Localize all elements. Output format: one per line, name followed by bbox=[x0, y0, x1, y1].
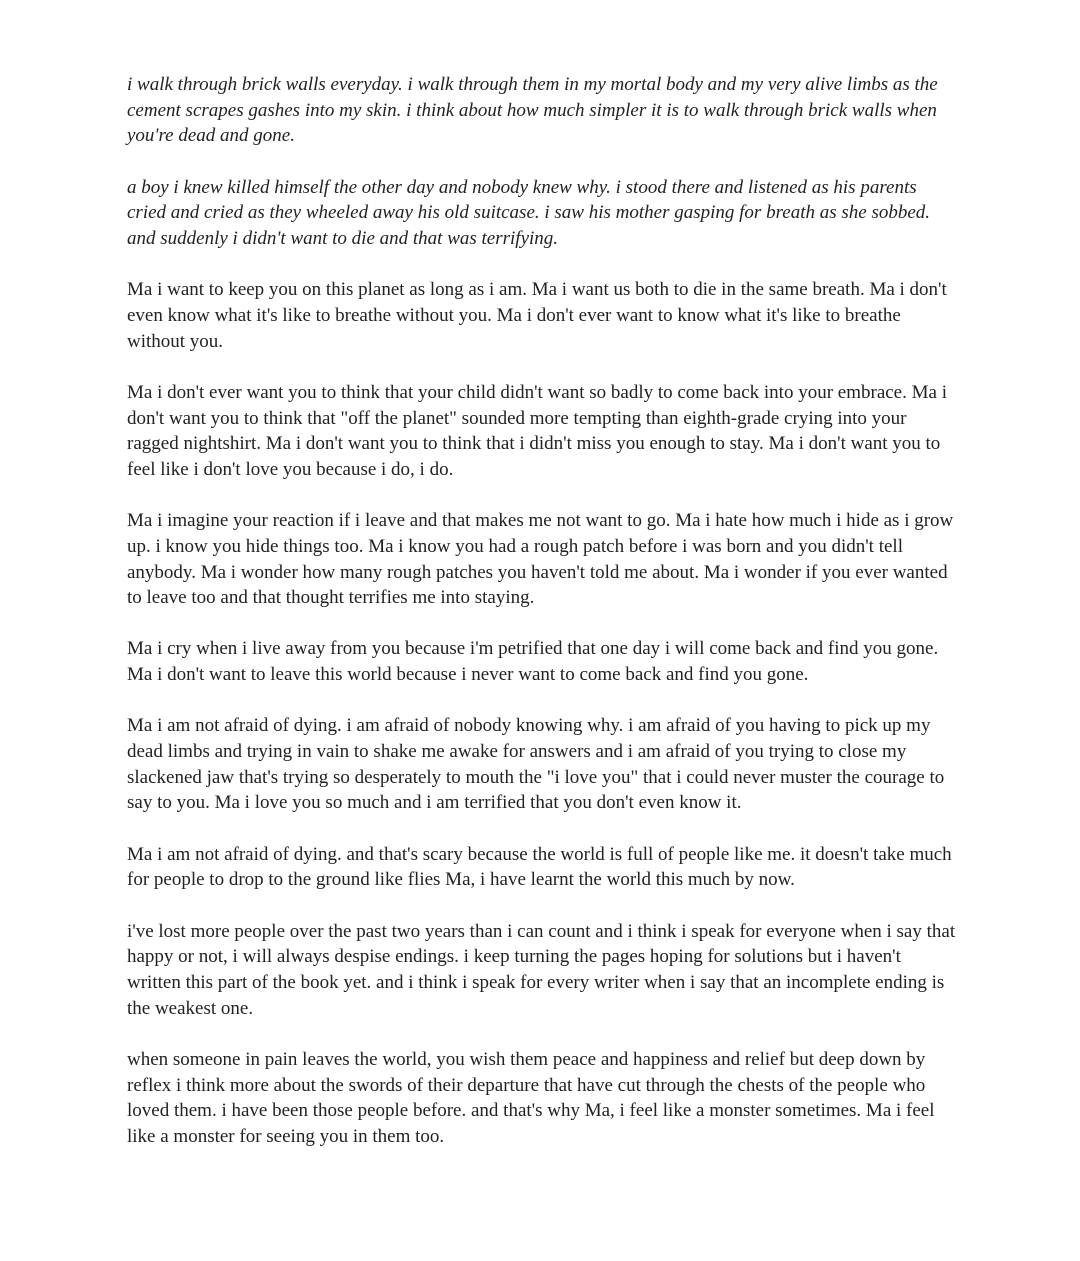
paragraph-9: i've lost more people over the past two years than i can count and i think i speak for everyone when i say that happy or not, i will always despise endings. i keep turning the pages hoping for solutions but i haven't written this part of the book yet. and i think i speak for every writer when i say that an incomplete ending is the weakest one. bbox=[127, 920, 956, 1019]
paragraph-4: Ma i don't ever want you to think that your child didn't want so badly to come back into your embrace. Ma i don't want you to think that "off the planet" sounded more tempting than eighth-grade crying into your ragged nightshirt. Ma i don't want you to think that i didn't miss you enough to stay. Ma i don't want you to feel like i don't love you because i do, i do. bbox=[127, 381, 947, 480]
paragraph-6: Ma i cry when i live away from you because i'm petrified that one day i will come back and find you gone. Ma i don't want to leave this world because i never want to come back and find you gone. bbox=[127, 638, 939, 686]
paragraph-7: Ma i am not afraid of dying. i am afraid of nobody knowing why. i am afraid of you having to pick up my dead limbs and trying in vain to shake me awake for answers and i am afraid of you trying to close my slackened jaw that's trying so desperately to mouth the "i love you" that i could never muster the courage to say to you. Ma i love you so much and i am terrified that you don't even know it. bbox=[127, 715, 945, 814]
paragraph-8: Ma i am not afraid of dying. and that's scary because the world is full of people like me. it doesn't take much for people to drop to the ground like flies Ma, i have learnt the world this much by now. bbox=[127, 843, 952, 891]
document-body bbox=[127, 72, 957, 1175]
paragraph-2: a boy i knew killed himself the other day and nobody knew why. i stood there and listened as his parents cried and cried as they wheeled away his old suitcase. i saw his mother gasping for breath as she sobbed. and suddenly i didn't want to die and that was terrifying. bbox=[127, 176, 931, 250]
paragraph-5: Ma i imagine your reaction if i leave and that makes me not want to go. Ma i hate how much i hide as i grow up. i know you hide things too. Ma i know you had a rough patch before i was born and you didn't tell anybody. Ma i wonder how many rough patches you haven't told me about. Ma i wonder if you ever wanted to leave too and that thought terrifies me into staying. bbox=[127, 510, 954, 609]
paragraph-3: Ma i want to keep you on this planet as long as i am. Ma i want us both to die in the same breath. Ma i don't even know what it's like to breathe without you. Ma i don't ever want to know what it's like to breathe without you. bbox=[127, 279, 947, 352]
paragraph-10: when someone in pain leaves the world, you wish them peace and happiness and relief but deep down by reflex i think more about the swords of their departure that have cut through the chests of the people who loved them. i have been those people before. and that's why Ma, i feel like a monster sometimes. Ma i feel like a monster for seeing you in them too. bbox=[127, 1048, 935, 1147]
paragraph-1: i walk through brick walls everyday. i walk through them in my mortal body and my very alive limbs as the cement scrapes gashes into my skin. i think about how much simpler it is to walk through brick walls when you're dead and gone. bbox=[127, 74, 938, 147]
